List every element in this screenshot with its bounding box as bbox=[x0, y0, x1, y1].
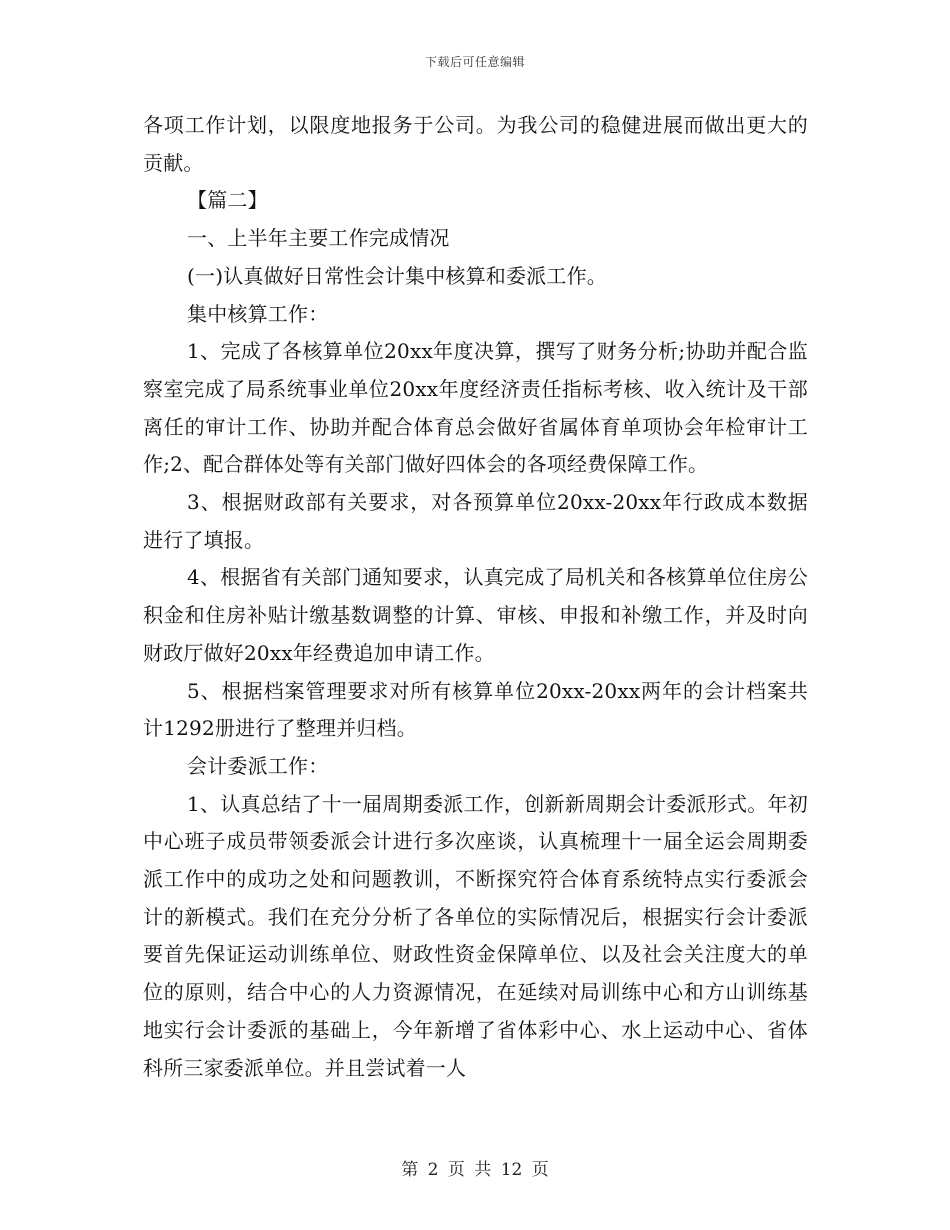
page-header: 下载后可任意编辑 bbox=[424, 55, 525, 69]
paragraph: 4、根据省有关部门通知要求，认真完成了局机关和各核算单位住房公积金和住房补贴计缴基数调整的计算、审核、申报和补缴工作，并及时向财政厅做好20xx年经费追加申请工作。 bbox=[143, 565, 808, 665]
paragraph: 各项工作计划，以限度地报务于公司。为我公司的稳健进展而做出更大的贡献。 bbox=[143, 113, 808, 175]
document-body bbox=[143, 107, 808, 1087]
section-heading: 一、上半年主要工作完成情况 bbox=[187, 226, 450, 251]
subsection-heading: (一)认真做好日常性会计集中核算和委派工作。 bbox=[187, 263, 608, 288]
paragraph: 3、根据财政部有关要求，对各预算单位20xx-20xx年行政成本数据进行了填报。 bbox=[143, 490, 808, 552]
subsection-heading: 集中核算工作： bbox=[187, 301, 329, 326]
page-footer: 第 2 页 共 12 页 bbox=[401, 1160, 549, 1180]
subsection-heading: 会计委派工作： bbox=[187, 753, 329, 778]
paragraph: 5、根据档案管理要求对所有核算单位20xx-20xx两年的会计档案共计1292册进行了整理并归档。 bbox=[143, 678, 808, 741]
section-heading: 【篇二】 bbox=[187, 188, 268, 213]
paragraph: 1、认真总结了十一届周期委派工作，创新新周期会计委派形式。年初中心班子成员带领委派会计进行多次座谈，认真梳理十一届全运会周期委派工作中的成功之处和问题教训，不断探究符合体育系统特点实行委派会计的新模式。我们在充分分析了各单位的实际情况后，根据实行会计委派要首先保证运动训练单位、财政性资金保障单位、以及社会关注度大的单位的原则，结合中心的人力资源情况，在延续对局训练中心和方山训练基地实行会计委派的基础上，今年新增了省体彩中心、水上运动中心、省体科所三家委派单位。并且尝试着一人 bbox=[143, 791, 808, 1080]
paragraph: 1、完成了各核算单位20xx年度决算，撰写了财务分析;协助并配合监察室完成了局系统事业单位20xx年度经济责任指标考核、收入统计及干部离任的审计工作、协助并配合体育总会做好省属体育单项协会年检审计工作;2、配合群体处等有关部门做好四体会的各项经费保障工作。 bbox=[143, 339, 808, 477]
